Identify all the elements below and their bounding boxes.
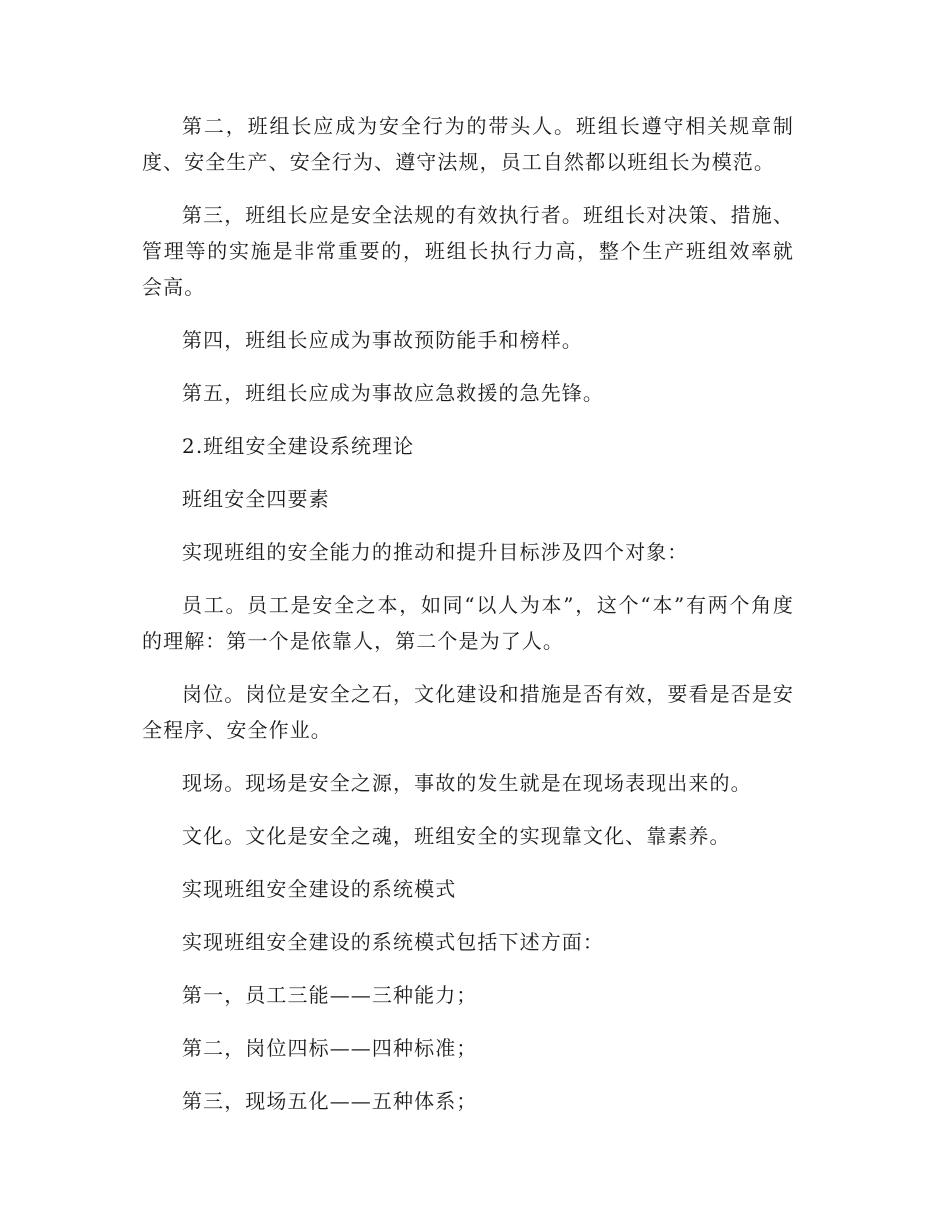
paragraph-system-model-intro: 实现班组安全建设的系统模式包括下述方面： (182, 930, 604, 954)
list-item-model-2: 第二，岗位四标——四种标准； (182, 1036, 478, 1060)
paragraph-element-post: 岗位。岗位是安全之石，文化建设和措施是否有效，要看是否是安全程序、安全作业。 (142, 682, 794, 742)
paragraph-leader-role-3: 第三，班组长应是安全法规的有效执行者。班组长对决策、措施、管理等的实施是非常重要的，班组长执行力高，整个生产班组效率就会高。 (142, 203, 794, 299)
paragraph-leader-role-5: 第五，班组长应成为事故应急救援的急先锋。 (182, 381, 604, 405)
subheading-system-model: 实现班组安全建设的系统模式 (182, 877, 457, 901)
section-heading-system-theory: 2.班组安全建设系统理论 (182, 434, 415, 458)
subheading-four-elements: 班组安全四要素 (182, 487, 330, 511)
document-body (142, 108, 794, 1136)
list-item-model-3: 第三，现场五化——五种体系； (182, 1089, 478, 1113)
paragraph-leader-role-4: 第四，班组长应成为事故预防能手和榜样。 (182, 328, 583, 352)
paragraph-element-site: 现场。现场是安全之源，事故的发生就是在现场表现出来的。 (182, 771, 752, 795)
paragraph-leader-role-2: 第二，班组长应成为安全行为的带头人。班组长遵守相关规章制度、安全生产、安全行为、遵守法规，员工自然都以班组长为模范。 (142, 114, 794, 174)
paragraph-element-staff: 员工。员工是安全之本，如同“以人为本”，这个“本”有两个角度的理解：第一个是依靠人，第二个是为了人。 (142, 593, 794, 653)
paragraph-element-culture: 文化。文化是安全之魂，班组安全的实现靠文化、靠素养。 (182, 824, 731, 848)
paragraph-four-objects-intro: 实现班组的安全能力的推动和提升目标涉及四个对象： (182, 540, 689, 564)
list-item-model-1: 第一，员工三能——三种能力； (182, 983, 478, 1007)
